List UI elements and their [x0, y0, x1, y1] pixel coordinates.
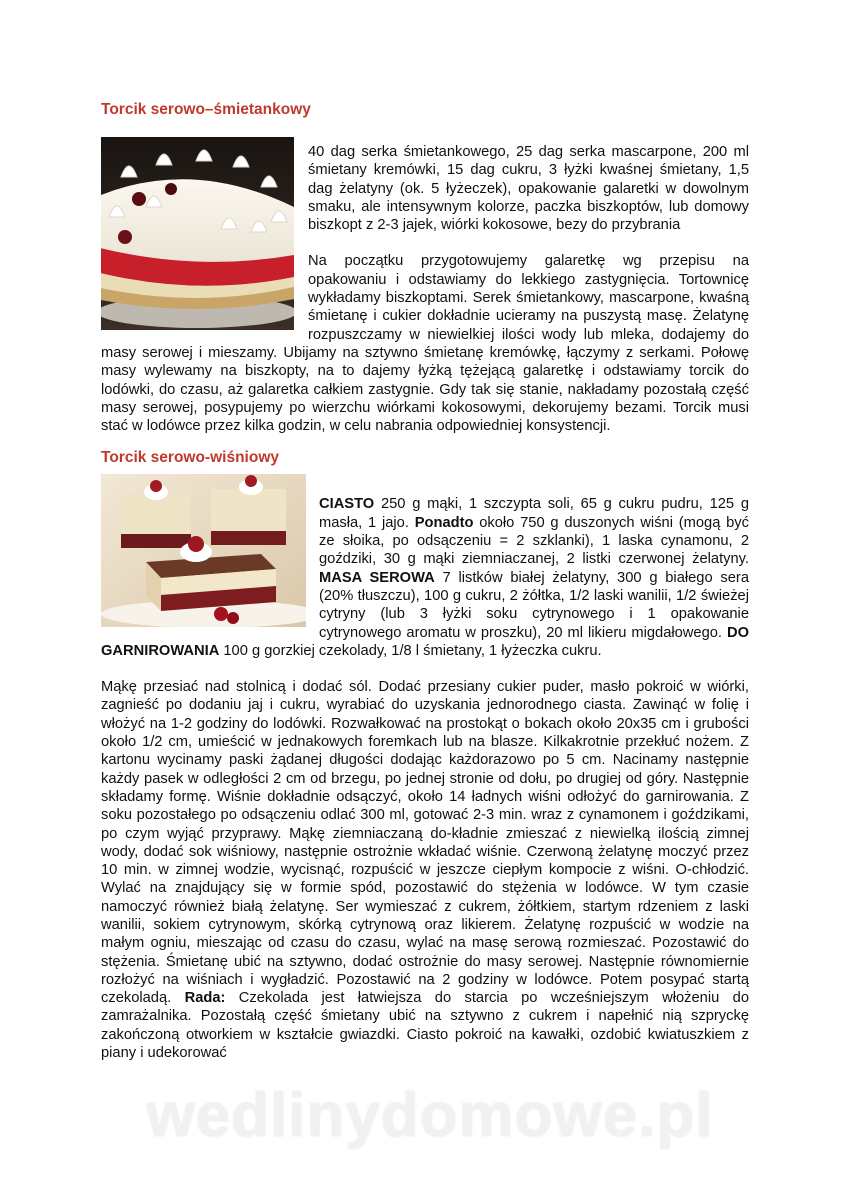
ingredient-text: 250 g mąki, 1 szczypta soli, 65 g cukru pudru, 125 g masła, 1 jajo. — [319, 496, 749, 531]
cheesecake-illustration — [101, 137, 294, 330]
watermark: wedlinydomowe.pl — [146, 1081, 714, 1150]
ingredient-text: 7 listków białej żelatyny, 300 g białego sera (20% tłuszczu), 100 g cukru, 2 żółtka, 1/2 laski wanilii, 1/2 świeżej cytryny (lub 3 łyżki soku cytrynowego i 1 opakowanie cytrynowego aromatu w proszku), 20 ml likieru migdałowego. — [319, 569, 749, 641]
ingredient-section-label: CIASTO — [319, 496, 375, 513]
ingredient-text: około 750 g duszonych wiśni (mogą być ze słoika, po odsączeniu = 2 szklanki), 1 laska cynamonu, 2 goździki, 30 g mąki ziemniaczanej, 2 listki czerwonej żelatyny. — [319, 514, 749, 568]
recipe1-method: Na początku przygotowujemy galaretkę wg przepisu na opakowaniu i odstawiamy do lekkiego zastygnięcia. Tortownicę wykładamy biszkoptami. Serek śmietankowy, mascarpone, kwaśną śmietanę i cukier dokładnie ucieramy na puszystą masę. Żelatynę rozpuszczamy w niewielkiej ilości wody lub mleka, dodajemy do masy serowej i mieszamy. Ubijamy na sztywno śmietanę kremówkę, łączymy z serkami. Połowę masy wylewamy na biszkopty, na to dajemy łyżką tężejącą galaretkę i odstawiamy torcik do lodówki, do czasu, aż galaretka całkiem zastygnie. Gdy tak się stanie, nakładamy pozostałą część masy serowej, posypujemy po wierzchu wiórkami kokosowymi, dekorujemy bezami. Torcik musi stać w lodówce przez kilka godzin, w celu nabrania odpowiedniej konsystencji. — [101, 253, 749, 435]
tip-label: Rada: — [184, 990, 226, 1007]
method-text: Mąkę przesiać nad stolnicą i dodać sól. Dodać przesiany cukier puder, masło pokroić w wiórki, zagnieść po dodaniu jaj i cukru, wyrabiać do uzyskania jednorodnego ciasta. Zawinąć w folię i włożyć na 1-2 godziny do lodówki. Rozwałkować na prostokąt o bokach około 20x35 cm i grubości około 1/2 cm, umieścić w jednakowych foremkach lub na blasze. Kilkakrotnie przekłuć nożem. Z kartonu wycinamy paski żądanej długości dodając każdorazowo po 5 cm. Nacinamy następnie każdy pasek w odległości 2 cm od brzegu, po jednej stronie od dołu, po drugiej od góry. Następnie składamy formę. Wiśnie dokładnie odsączyć, około 14 ładnych wiśni odłożyć do garnirowania. Z soku pozostałego po odsączeniu odlać 300 ml, gotować 2-3 min. wraz z cynamonem i goździkami, po czym wyjąć przyprawy. Mąkę ziemniaczaną do-kładnie zmieszać z niewielką ilością zimnej wody, dodać sok wiśniowy, następnie ostrożnie wkładać wiśnie. Czerwoną żelatynę moczyć przez 10 min. w zimnej wodzie, wycisnąć, rozpuścić w jeszcze ciepłym kompocie z wiśni. O-chłodzić. Wylać na znajdujący się w formie spód, pozostawić do stężenia w lodówce. W tym czasie namoczyć również białą żelatynę. Ser wymieszać z cukrem, żółtkiem, startym rdzeniem z laski wanilii, sokiem cytrynowym, skórką cytrynową oraz likierem. Żelatynę rozpuścić w wodzie na małym ogniu, mieszając od czasu do czasu, wylać na masę serową rozmieszać. Pozostawić do stężenia. Śmietanę ubić na sztywno, dodać ostrożnie do masy serowej. Następnie równomiernie rozłożyć na wiśniach i wygładzić. Pozostawić na 2 godziny w lodówce. Potem posypać startą czekoladą. — [101, 679, 749, 1007]
recipe2-method — [101, 678, 749, 1062]
recipe1-title: Torcik serowo–śmietankowy — [101, 101, 311, 118]
cherry-cheesecake-illustration — [101, 474, 306, 627]
ingredient-section-label: DO GARNIROWANIA — [101, 624, 749, 659]
method-text: Czekolada jest łatwiejsza do starcia po wcześniejszym włożeniu do zamrażalnika. Pozostałą część śmietany ubić na sztywno z cukrem i napełnić nią szpryckę zakończoną otworkiem w kształcie gwiazdki. Ciasto pokroić na kawałki, ozdobić kwiatuszkiem z piany i udekorować — [101, 990, 749, 1062]
cherry-cheesecake-photo — [101, 474, 306, 627]
ingredient-section-label: Ponadto — [414, 514, 474, 531]
ingredient-section-label: MASA SEROWA — [319, 569, 435, 586]
document-page — [101, 100, 749, 1062]
recipe2-title: Torcik serowo-wiśniowy — [101, 449, 280, 467]
recipe1-ingredients: 40 dag serka śmietankowego, 25 dag serka mascarpone, 200 ml śmietany kremówki, 15 dag cukru, 3 łyżki kwaśnej śmietany, 1,5 dag żelatyny (ok. 5 łyżeczek), opakowanie galaretki w dowolnym smaku, ale intensywnym kolorze, paczka biszkoptów, lub domowy biszkopt z 2-3 jajek, wiórki kokosowe, bezy do przybrania — [308, 144, 749, 234]
ingredient-text: 100 g gorzkiej czekolady, 1/8 l śmietany, 1 łyżeczka cukru. — [219, 642, 602, 659]
cheesecake-photo — [101, 137, 294, 330]
